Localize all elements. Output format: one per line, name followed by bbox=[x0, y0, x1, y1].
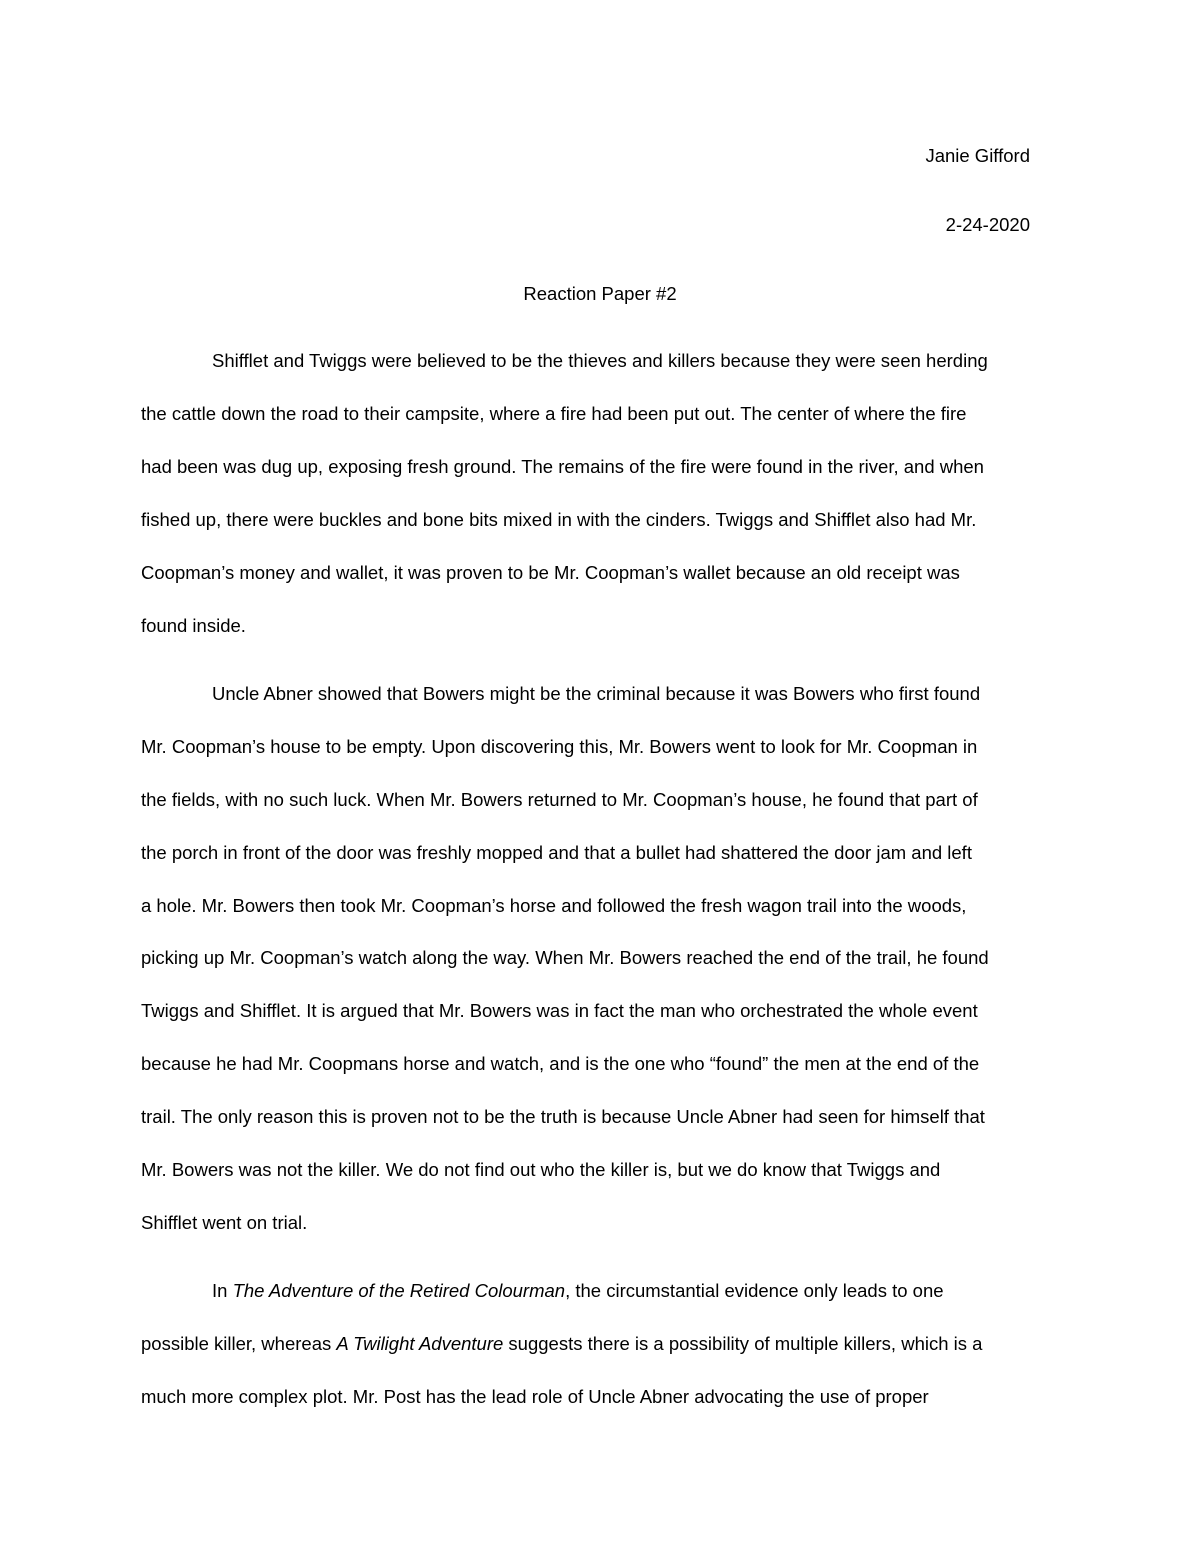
paragraph-2-line-10: Mr. Bowers was not the killer. We do not find out who the killer is, but we do know that Twiggs and bbox=[141, 1159, 941, 1180]
paragraph-1-line-5: Coopman’s money and wallet, it was proven to be Mr. Coopman’s wallet because an old receipt was bbox=[141, 562, 960, 583]
paragraph-3-line-1 bbox=[212, 1279, 944, 1303]
paragraph-2-line-4: the porch in front of the door was freshly mopped and that a bullet had shattered the door jam and left bbox=[141, 842, 972, 863]
author-name: Janie Gifford bbox=[925, 145, 1030, 166]
paragraph-3-line-1-pre: In bbox=[212, 1280, 233, 1301]
document-title: Reaction Paper #2 bbox=[523, 283, 677, 304]
paragraph-2-line-3: the fields, with no such luck. When Mr. Bowers returned to Mr. Coopman’s house, he found that part of bbox=[141, 789, 978, 810]
paragraph-2-line-1: Uncle Abner showed that Bowers might be the criminal because it was Bowers who first found bbox=[212, 683, 981, 704]
paragraph-3-line-2 bbox=[141, 1332, 982, 1356]
colourman-title: The Adventure of the Retired Colourman bbox=[232, 1280, 566, 1301]
paragraph-1-line-6: found inside. bbox=[141, 615, 246, 636]
twilight-adventure-title: A Twilight Adventure bbox=[336, 1333, 504, 1354]
paragraph-3-line-2-pre: possible killer, whereas bbox=[141, 1333, 337, 1354]
paragraph-2-line-5: a hole. Mr. Bowers then took Mr. Coopman’s horse and followed the fresh wagon trail into the woods, bbox=[141, 895, 967, 916]
paragraph-1-line-2: the cattle down the road to their campsite, where a fire had been put out. The center of where the fire bbox=[141, 403, 967, 424]
paragraph-2-line-8: because he had Mr. Coopmans horse and watch, and is the one who “found” the men at the end of the bbox=[141, 1053, 980, 1074]
paragraph-1-line-4: fished up, there were buckles and bone bits mixed in with the cinders. Twiggs and Shifflet also had Mr. bbox=[141, 509, 977, 530]
paragraph-2-line-6: picking up Mr. Coopman’s watch along the way. When Mr. Bowers reached the end of the trail, he found bbox=[141, 947, 989, 968]
paragraph-2-line-7: Twiggs and Shifflet. It is argued that Mr. Bowers was in fact the man who orchestrated the whole event bbox=[141, 1000, 978, 1021]
paragraph-3-line-3: much more complex plot. Mr. Post has the lead role of Uncle Abner advocating the use of proper bbox=[141, 1386, 929, 1407]
paragraph-2-line-2: Mr. Coopman’s house to be empty. Upon discovering this, Mr. Bowers went to look for Mr. Coopman in bbox=[141, 736, 978, 757]
paragraph-1-line-1: Shifflet and Twiggs were believed to be the thieves and killers because they were seen herding bbox=[212, 350, 988, 371]
paragraph-2-line-9: trail. The only reason this is proven not to be the truth is because Uncle Abner had seen for himself that bbox=[141, 1106, 985, 1127]
paragraph-2-line-11: Shifflet went on trial. bbox=[141, 1212, 308, 1233]
paragraph-3-line-1-post: , the circumstantial evidence only leads to one bbox=[565, 1280, 944, 1301]
paragraph-3-line-2-post: suggests there is a possibility of multiple killers, which is a bbox=[503, 1333, 983, 1354]
paragraph-1-line-3: had been was dug up, exposing fresh ground. The remains of the fire were found in the river, and when bbox=[141, 456, 984, 477]
document-date: 2-24-2020 bbox=[945, 214, 1030, 235]
